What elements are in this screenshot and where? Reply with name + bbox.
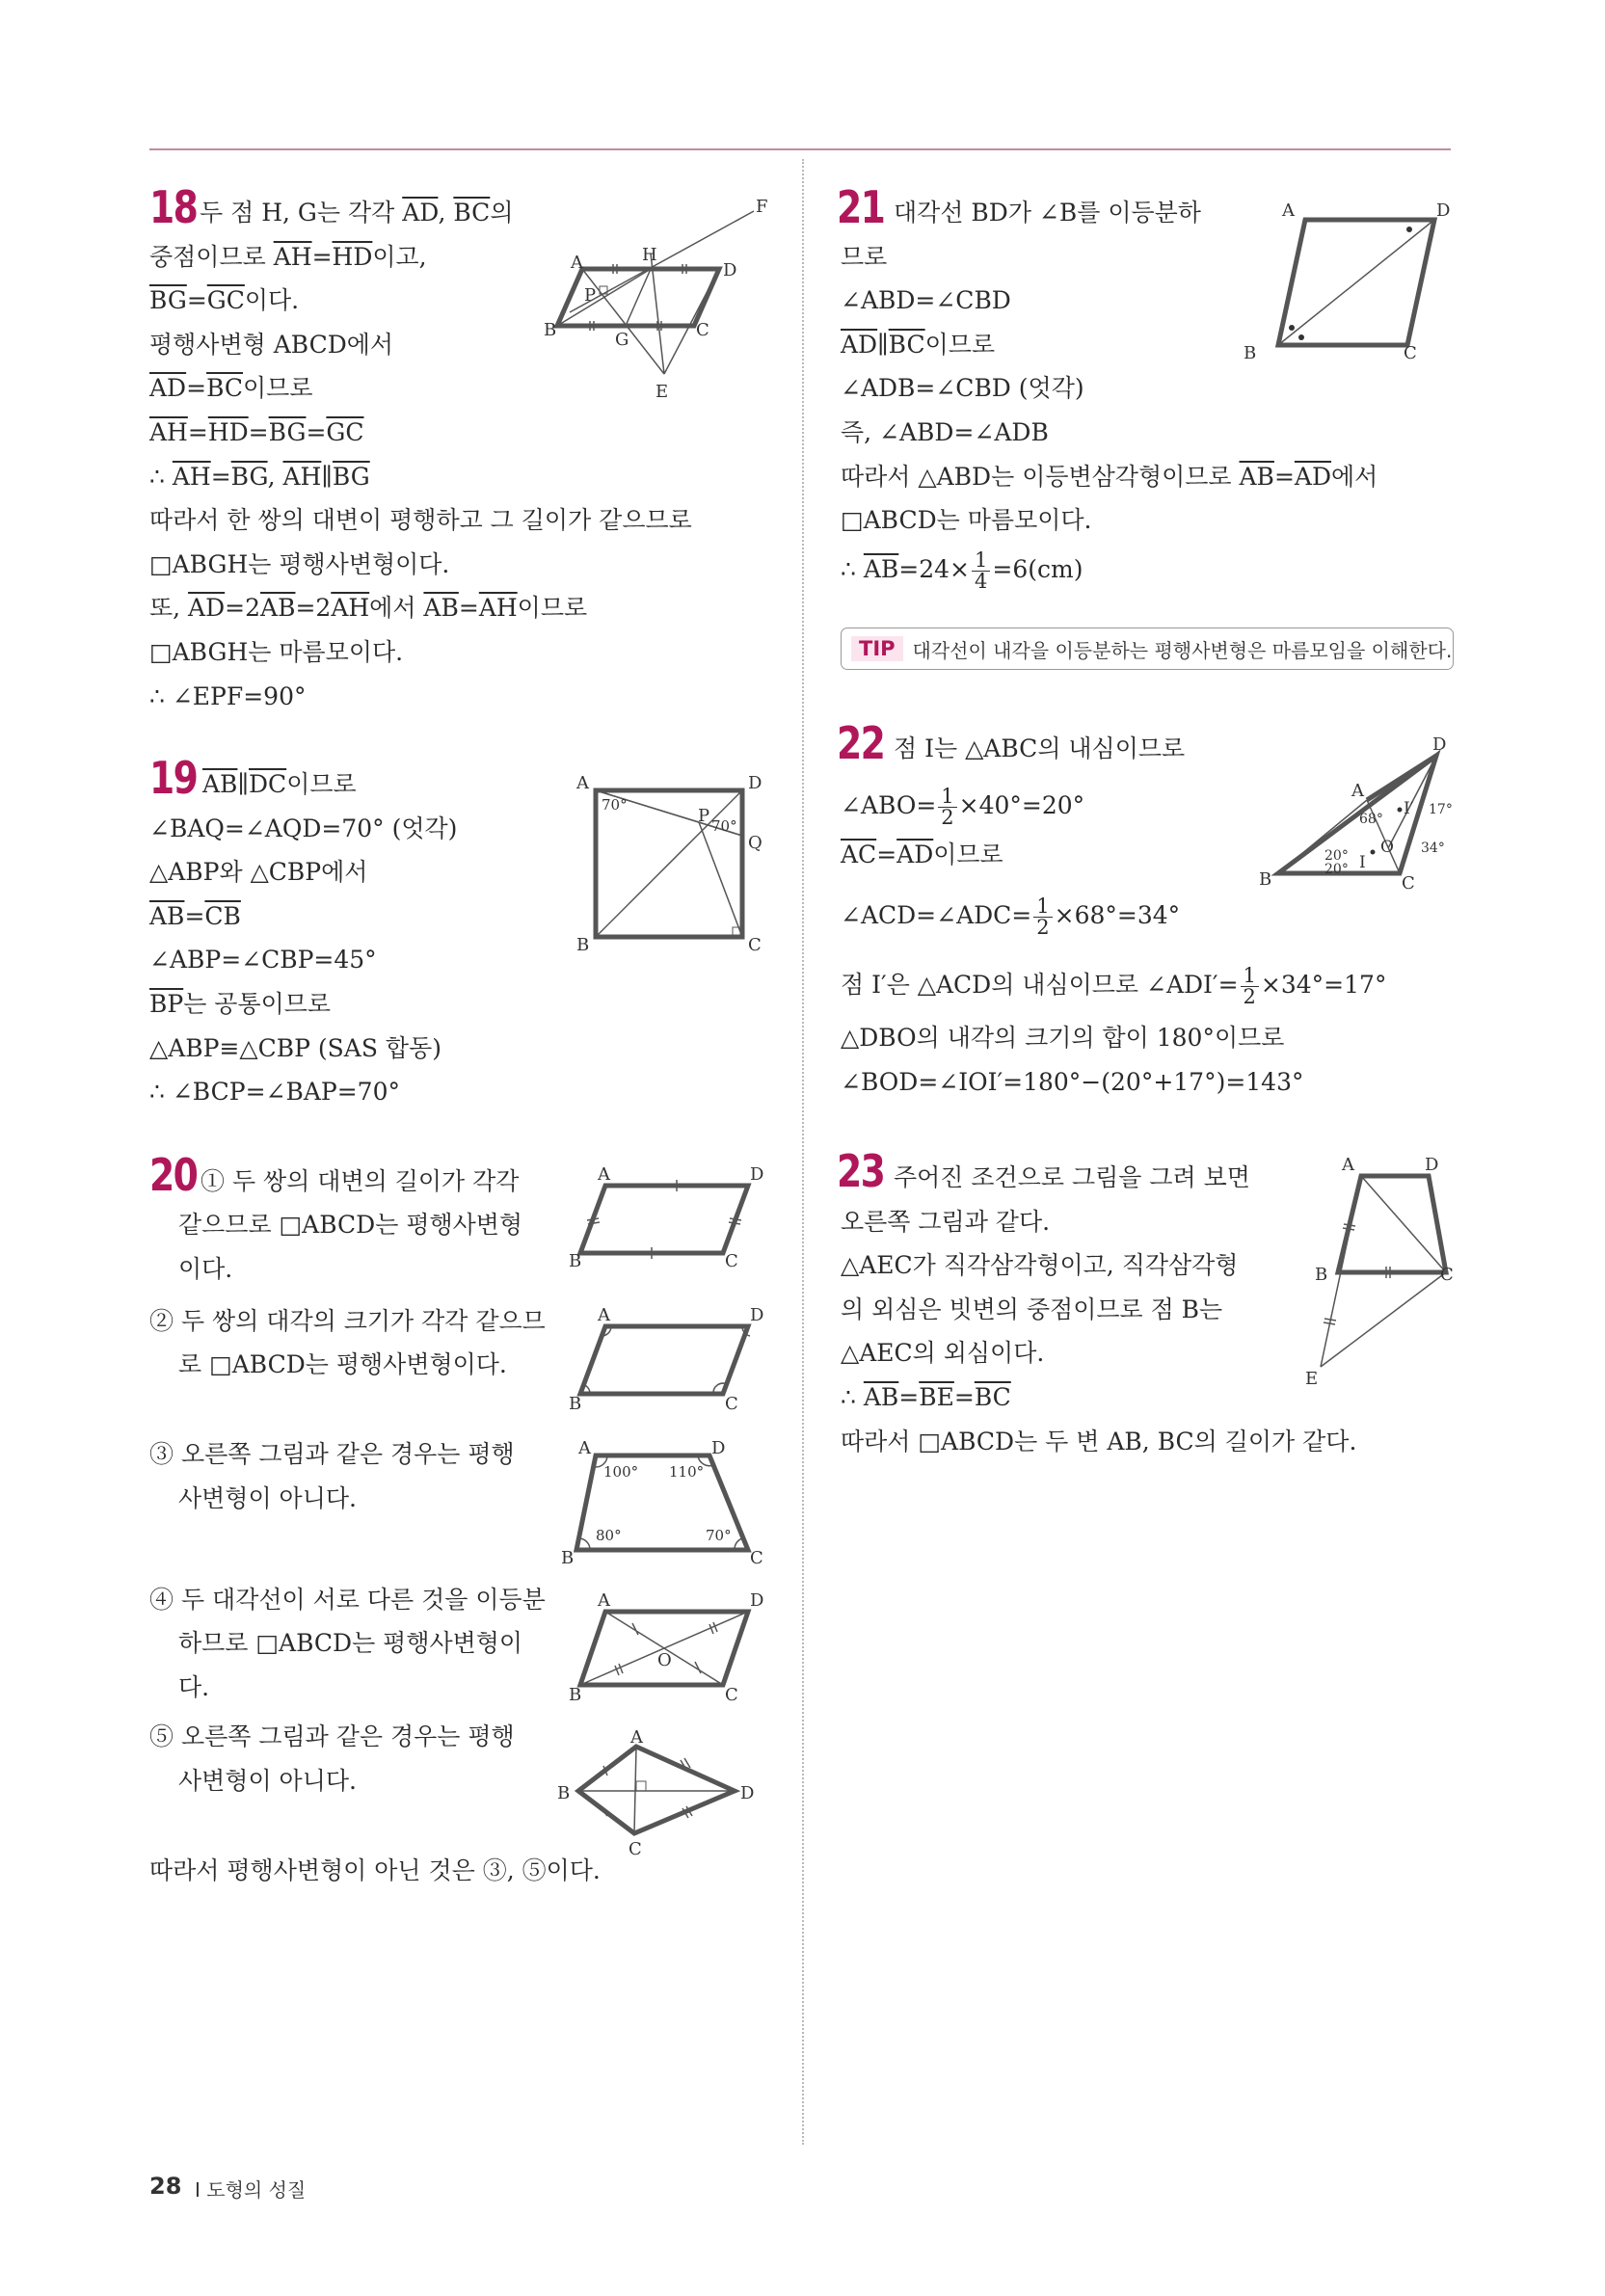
segment-label: $\overline{AB}$ bbox=[149, 901, 185, 930]
fig20d-label-D: D bbox=[750, 1590, 764, 1611]
text-run: =6(cm) bbox=[992, 554, 1083, 583]
segment-label: $\overline{AH}$ bbox=[273, 242, 312, 271]
text-run: △AEC가 직각삼각형이고, 직각삼각형 bbox=[841, 1251, 1239, 1280]
fig19-label-B: B bbox=[576, 935, 590, 954]
fig20e-label-A: A bbox=[630, 1727, 643, 1748]
text-run: 또, bbox=[149, 594, 189, 623]
p20-line bbox=[178, 1255, 232, 1284]
p20-line bbox=[178, 1484, 357, 1513]
fig22-label-I2: I′ bbox=[1404, 799, 1414, 818]
text-run: 다. bbox=[178, 1673, 210, 1701]
fig20a-label-C: C bbox=[725, 1251, 738, 1270]
p19-line bbox=[149, 858, 367, 887]
page-number: 28 bbox=[149, 2173, 182, 2200]
fig20a-label-A: A bbox=[598, 1164, 610, 1185]
fig20e-label-D: D bbox=[740, 1783, 755, 1803]
fig18-label-B: B bbox=[544, 320, 557, 340]
p20-line bbox=[149, 1722, 515, 1751]
fig18-label-A: A bbox=[571, 253, 583, 273]
segment-label: $\overline{GC}$ bbox=[206, 286, 245, 315]
fig18-label-D: D bbox=[723, 260, 737, 280]
fig21-label-B: B bbox=[1244, 343, 1257, 363]
p18-line bbox=[149, 418, 364, 447]
p21-line bbox=[894, 199, 1201, 227]
fig20b-label-D: D bbox=[750, 1305, 764, 1325]
fig22-label-C: C bbox=[1402, 873, 1415, 894]
text-run: ∴ ∠EPF=90° bbox=[149, 681, 307, 710]
fig20c-label-B: B bbox=[561, 1548, 575, 1567]
text-run: ×34°=17° bbox=[1260, 971, 1387, 999]
fraction bbox=[938, 787, 956, 828]
text-run: 대각선 BD가 ∠B를 이등분하 bbox=[894, 199, 1201, 227]
fig20a-label-D: D bbox=[750, 1164, 764, 1185]
fig23-label-D: D bbox=[1425, 1155, 1439, 1175]
segment-label: $\overline{AB}$ bbox=[1239, 462, 1274, 491]
p21-line bbox=[841, 374, 1084, 403]
problem-23-number: 23 bbox=[837, 1145, 885, 1197]
text-run: ∴ bbox=[841, 554, 864, 583]
text-run: = bbox=[186, 286, 207, 315]
segment-label: $\overline{AD}$ bbox=[1294, 462, 1331, 491]
fig21-label-C: C bbox=[1404, 343, 1417, 363]
segment-label: $\overline{AD}$ bbox=[896, 841, 934, 868]
segment-label: $\overline{BG}$ bbox=[149, 286, 187, 315]
fig20a-label-B: B bbox=[569, 1251, 582, 1270]
text-run: =2 bbox=[225, 594, 261, 623]
p20-line bbox=[178, 1629, 522, 1658]
problem-19-figure bbox=[573, 771, 775, 954]
p18-line bbox=[149, 243, 427, 272]
fig18-label-C: C bbox=[696, 320, 709, 340]
segment-label: $\overline{AH}$ bbox=[172, 462, 211, 491]
segment-label: $\overline{DC}$ bbox=[249, 770, 287, 798]
text-run: , bbox=[438, 199, 454, 227]
p19-line bbox=[149, 814, 457, 843]
p18-line bbox=[149, 682, 306, 711]
text-run: = bbox=[248, 418, 269, 446]
text-run: = bbox=[898, 1383, 920, 1411]
text-run: 하므로 □ABCD는 평행사변형이 bbox=[178, 1629, 523, 1657]
segment-label: $\overline{AD}$ bbox=[188, 594, 226, 623]
text-run: 이고, bbox=[372, 242, 427, 271]
segment-label: $\overline{HD}$ bbox=[332, 242, 373, 271]
text-run: ×68°=34° bbox=[1054, 901, 1181, 929]
text-run: ② 두 쌍의 대각의 크기가 각각 같으므 bbox=[149, 1307, 546, 1335]
text-run: =2 bbox=[295, 594, 332, 623]
fig18-label-F: F bbox=[756, 197, 768, 217]
fig19-label-A: A bbox=[576, 773, 589, 793]
text-run: 점 I′은 △ACD의 내심이므로 ∠ADI′= bbox=[841, 971, 1239, 999]
p20-line bbox=[178, 1673, 209, 1702]
problem-20-figure-4 bbox=[569, 1589, 771, 1704]
p19-line bbox=[202, 770, 357, 799]
text-run: 즉, ∠ABD=∠ADB bbox=[841, 418, 1049, 446]
text-run: 이므로 bbox=[517, 594, 588, 623]
p23-line bbox=[841, 1339, 1044, 1368]
text-run: ∴ ∠BCP=∠BAP=70° bbox=[149, 1078, 400, 1107]
text-run: 중점이므로 bbox=[149, 242, 274, 271]
p22-line bbox=[841, 1068, 1304, 1097]
text-run: ×40°=20° bbox=[958, 791, 1085, 819]
text-run: 이므로 bbox=[924, 330, 996, 359]
text-run: □ABGH는 평행사변형이다. bbox=[149, 549, 450, 578]
text-run: ④ 두 대각선이 서로 다른 것을 이등분 bbox=[149, 1586, 546, 1614]
text-run: ∠BAQ=∠AQD=70° (엇각) bbox=[149, 814, 458, 842]
segment-label: $\overline{BC}$ bbox=[453, 199, 491, 227]
fig22-label-O: O bbox=[1380, 838, 1394, 857]
fig21-label-A: A bbox=[1282, 200, 1295, 221]
text-run: ∠BOD=∠IOI′=180°−(20°+17°)=143° bbox=[841, 1068, 1304, 1096]
fig20c-angle-110: 110° bbox=[669, 1463, 705, 1481]
p19-line bbox=[149, 946, 377, 974]
p20-line bbox=[149, 1586, 546, 1615]
fig22-label-B: B bbox=[1259, 869, 1272, 890]
text-run: 평행사변형 ABCD에서 bbox=[149, 330, 394, 359]
p21-line bbox=[841, 506, 1091, 535]
p22-line bbox=[841, 896, 1180, 938]
problem-19-number: 19 bbox=[149, 752, 198, 804]
fig22-angle-20b: 20° bbox=[1324, 862, 1349, 877]
fig22-label-A: A bbox=[1351, 781, 1364, 801]
fraction-numerator: 1 bbox=[1241, 966, 1259, 987]
fig18-label-P: P bbox=[584, 285, 597, 306]
p19-line bbox=[149, 1078, 400, 1107]
fig20d-label-O: O bbox=[657, 1650, 672, 1670]
fig20e-label-C: C bbox=[629, 1839, 642, 1859]
fig22-label-D: D bbox=[1432, 734, 1447, 755]
text-run: = bbox=[876, 841, 897, 868]
segment-label: $\overline{BC}$ bbox=[206, 374, 244, 403]
p21-line bbox=[841, 547, 1083, 593]
fig20c-label-A: A bbox=[578, 1438, 591, 1458]
text-run: 따라서 한 쌍의 대변이 평행하고 그 길이가 같으므로 bbox=[149, 506, 692, 535]
p20-line bbox=[178, 1211, 522, 1240]
fig21-label-D: D bbox=[1436, 200, 1451, 221]
text-run: 오른쪽 그림과 같다. bbox=[841, 1207, 1051, 1236]
text-run: ① 두 쌍의 대변의 길이가 각각 bbox=[201, 1167, 520, 1195]
fig18-label-H: H bbox=[642, 245, 657, 265]
text-run: = bbox=[184, 901, 205, 930]
fig22-angle-17: 17° bbox=[1429, 802, 1453, 817]
fig19-label-D: D bbox=[748, 773, 762, 793]
problem-22-figure bbox=[1253, 733, 1467, 902]
fraction-denominator: 2 bbox=[941, 806, 954, 829]
p18-line bbox=[149, 550, 449, 579]
p18-line bbox=[149, 331, 393, 360]
fig22-angle-34: 34° bbox=[1421, 841, 1445, 856]
p23-line bbox=[841, 1295, 1222, 1324]
p19-line bbox=[149, 990, 331, 1019]
p18-line bbox=[200, 199, 513, 227]
segment-label: $\overline{AB}$ bbox=[863, 1383, 899, 1411]
text-run: 사변형이 아니다. bbox=[178, 1484, 357, 1512]
p23-line bbox=[894, 1163, 1250, 1192]
text-run: 이다. bbox=[178, 1255, 233, 1283]
fraction-numerator: 1 bbox=[938, 787, 956, 808]
p18-line bbox=[149, 463, 370, 492]
segment-label: $\overline{AD}$ bbox=[841, 330, 878, 359]
problem-21-number: 21 bbox=[837, 181, 885, 233]
problem-20-number: 20 bbox=[149, 1149, 198, 1201]
p18-line bbox=[149, 638, 403, 667]
segment-label: $\overline{AH}$ bbox=[478, 594, 518, 623]
fraction-numerator: 1 bbox=[972, 550, 990, 572]
fraction-denominator: 2 bbox=[1036, 916, 1050, 939]
fig20c-angle-80: 80° bbox=[596, 1527, 622, 1544]
segment-label: $\overline{AB}$ bbox=[863, 554, 899, 583]
text-run: ∠ABO= bbox=[841, 791, 937, 819]
segment-label: $\overline{CB}$ bbox=[204, 901, 241, 930]
problem-20-figure-3 bbox=[561, 1432, 773, 1567]
p20-line bbox=[178, 1767, 357, 1796]
p23-line bbox=[841, 1251, 1238, 1280]
text-run: 에서 bbox=[369, 594, 424, 623]
fig18-label-E: E bbox=[655, 382, 669, 402]
segment-label: $\overline{BC}$ bbox=[888, 330, 925, 359]
fig20c-label-C: C bbox=[750, 1548, 763, 1567]
segment-label: $\overline{HD}$ bbox=[207, 418, 249, 446]
p18-line bbox=[149, 374, 312, 403]
segment-label: $\overline{BG}$ bbox=[230, 462, 268, 491]
fig19-label-C: C bbox=[748, 935, 762, 954]
fraction-denominator: 4 bbox=[975, 569, 988, 593]
fig22-angle-68: 68° bbox=[1359, 812, 1383, 827]
text-run: 사변형이 아니다. bbox=[178, 1767, 357, 1795]
top-rule bbox=[149, 148, 1451, 150]
p22-line bbox=[894, 734, 1185, 763]
text-run: ∠ACD=∠ADC= bbox=[841, 901, 1032, 929]
text-run: = bbox=[458, 594, 479, 623]
text-run: = bbox=[187, 418, 208, 446]
problem-20-figure-5 bbox=[553, 1725, 775, 1862]
fig19-label-P: P bbox=[698, 806, 710, 826]
problem-18-number: 18 bbox=[149, 181, 198, 233]
text-run: =24× bbox=[898, 554, 971, 583]
segment-label: $\overline{AD}$ bbox=[149, 374, 187, 403]
p18-line bbox=[149, 594, 587, 623]
fraction bbox=[1033, 896, 1052, 938]
fig22-label-I: I bbox=[1359, 853, 1366, 872]
text-run: 의 외심은 빗변의 중점이므로 점 B는 bbox=[841, 1295, 1223, 1323]
text-run: 따라서 □ABCD는 두 변 AB, BC의 길이가 같다. bbox=[841, 1427, 1357, 1455]
fig20b-label-A: A bbox=[598, 1305, 610, 1325]
fig22-angle-20a: 20° bbox=[1324, 848, 1349, 864]
text-run: , bbox=[267, 462, 283, 491]
text-run: ⑤ 오른쪽 그림과 같은 경우는 평행 bbox=[149, 1722, 515, 1750]
text-run: ∥ bbox=[237, 770, 249, 798]
p23-line bbox=[841, 1383, 1011, 1412]
segment-label: $\overline{AB}$ bbox=[202, 770, 238, 798]
segment-label: $\overline{GC}$ bbox=[326, 418, 364, 446]
p20-line bbox=[149, 1440, 515, 1469]
text-run: 따라서 △ABD는 이등변삼각형이므로 bbox=[841, 462, 1240, 491]
segment-label: $\overline{BE}$ bbox=[919, 1383, 954, 1411]
tip-box bbox=[841, 627, 1454, 670]
text-run: 이므로 bbox=[243, 374, 313, 403]
p23-line bbox=[841, 1208, 1050, 1237]
text-run: 의 bbox=[490, 199, 514, 227]
segment-label: $\overline{BG}$ bbox=[332, 462, 370, 491]
text-run: ∴ bbox=[149, 462, 173, 491]
problem-18-figure bbox=[536, 193, 771, 414]
fig20b-label-C: C bbox=[725, 1394, 738, 1414]
fig19-angle-2: 70° bbox=[711, 817, 737, 835]
text-run: △DBO의 내각의 크기의 합이 180°이므로 bbox=[841, 1024, 1285, 1052]
text-run: ∠ABP=∠CBP=45° bbox=[149, 946, 377, 974]
fig18-label-G: G bbox=[615, 330, 629, 350]
p22-line bbox=[841, 1024, 1284, 1053]
fraction bbox=[1241, 966, 1259, 1007]
text-run: = bbox=[311, 242, 333, 271]
text-run: ∥ bbox=[877, 330, 889, 359]
fig20c-angle-100: 100° bbox=[603, 1463, 639, 1481]
text-run: 주어진 조건으로 그림을 그려 보면 bbox=[894, 1163, 1250, 1191]
p21-line bbox=[841, 331, 995, 360]
text-run: ∠ADB=∠CBD (엇각) bbox=[841, 374, 1084, 403]
p21-line bbox=[841, 418, 1049, 447]
text-run: 두 점 H, G는 각각 bbox=[200, 199, 403, 227]
text-run: 이다. bbox=[244, 286, 300, 315]
p21-line bbox=[841, 463, 1378, 492]
segment-label: $\overline{AH}$ bbox=[331, 594, 370, 623]
fig20d-label-B: B bbox=[569, 1685, 582, 1704]
fig23-label-E: E bbox=[1305, 1369, 1319, 1389]
problem-22-number: 22 bbox=[837, 717, 885, 769]
problem-23-figure bbox=[1303, 1153, 1458, 1394]
text-run: 이므로 bbox=[286, 770, 357, 798]
fig20b-label-B: B bbox=[569, 1394, 582, 1414]
text-run: = bbox=[1273, 462, 1295, 491]
text-run: ∠ABD=∠CBD bbox=[841, 286, 1011, 315]
text-run: = bbox=[210, 462, 231, 491]
problem-20-figure-2 bbox=[569, 1303, 771, 1414]
fig20e-label-B: B bbox=[557, 1783, 571, 1803]
p22-line bbox=[841, 787, 1084, 828]
p18-line bbox=[149, 506, 692, 535]
text-run: □ABGH는 마름모이다. bbox=[149, 638, 404, 666]
text-run: = bbox=[953, 1383, 975, 1411]
fig23-label-C: C bbox=[1440, 1265, 1454, 1285]
p19-line bbox=[149, 1034, 441, 1063]
text-run: 같으므로 □ABCD는 평행사변형 bbox=[178, 1211, 523, 1239]
text-run: 이므로 bbox=[933, 841, 1003, 868]
p21-line bbox=[841, 286, 1011, 315]
problem-20-figure-1 bbox=[569, 1164, 771, 1270]
p19-line bbox=[149, 902, 241, 931]
fig20d-label-C: C bbox=[725, 1685, 738, 1704]
p20-line bbox=[149, 1307, 546, 1336]
text-run: △ABP와 △CBP에서 bbox=[149, 858, 368, 887]
segment-label: $\overline{BG}$ bbox=[268, 418, 307, 446]
text-run: □ABCD는 마름모이다. bbox=[841, 506, 1092, 535]
segment-label: $\overline{BC}$ bbox=[974, 1383, 1011, 1411]
text-run: ∴ bbox=[841, 1383, 864, 1411]
segment-label: $\overline{AC}$ bbox=[841, 841, 877, 868]
segment-label: $\overline{AB}$ bbox=[423, 594, 459, 623]
text-run: 에서 bbox=[1331, 462, 1378, 491]
text-run: ∥ bbox=[321, 462, 333, 491]
fig20c-label-D: D bbox=[711, 1438, 726, 1458]
text-run: 는 공통이므로 bbox=[183, 990, 332, 1018]
fig23-label-A: A bbox=[1342, 1155, 1354, 1175]
text-run: ③ 오른쪽 그림과 같은 경우는 평행 bbox=[149, 1440, 515, 1468]
section-title: Ⅰ 도형의 성질 bbox=[195, 2178, 307, 2202]
column-divider bbox=[802, 159, 804, 2145]
text-run: 므로 bbox=[841, 242, 888, 271]
problem-21-figure bbox=[1244, 193, 1458, 366]
text-run: △ABP≡△CBP (SAS 합동) bbox=[149, 1033, 441, 1062]
p21-line bbox=[841, 243, 887, 272]
p22-line bbox=[841, 841, 1003, 869]
p23-line bbox=[841, 1428, 1356, 1456]
tip-text: 대각선이 내각을 이등분하는 평행사변형은 마름모임을 이해한다. bbox=[912, 638, 1453, 662]
fraction-denominator: 2 bbox=[1243, 985, 1256, 1008]
text-run: △AEC의 외심이다. bbox=[841, 1339, 1045, 1368]
fig23-label-B: B bbox=[1315, 1265, 1328, 1285]
p20-line bbox=[149, 1856, 601, 1885]
fig19-angle-1: 70° bbox=[602, 796, 628, 814]
p22-line bbox=[841, 966, 1386, 1007]
fraction bbox=[972, 547, 990, 593]
segment-label: $\overline{AD}$ bbox=[402, 199, 439, 227]
segment-label: $\overline{BP}$ bbox=[149, 990, 184, 1018]
fig20c-angle-70: 70° bbox=[706, 1527, 732, 1544]
fraction-numerator: 1 bbox=[1033, 896, 1052, 918]
text-run: = bbox=[186, 374, 207, 403]
p18-line bbox=[149, 286, 299, 315]
tip-badge: TIP bbox=[851, 636, 903, 661]
text-run: = bbox=[306, 418, 327, 446]
p20-line bbox=[201, 1167, 519, 1196]
p20-line bbox=[178, 1350, 507, 1379]
text-run: 점 I는 △ABC의 내심이므로 bbox=[894, 734, 1186, 762]
text-run: 로 □ABCD는 평행사변형이다. bbox=[178, 1350, 507, 1378]
segment-label: $\overline{AH}$ bbox=[282, 462, 322, 491]
text-run: 따라서 평행사변형이 아닌 것은 ③, ⑤이다. bbox=[149, 1856, 601, 1884]
segment-label: $\overline{AB}$ bbox=[260, 594, 296, 623]
fig20d-label-A: A bbox=[598, 1590, 610, 1611]
fig19-label-Q: Q bbox=[748, 833, 762, 853]
segment-label: $\overline{AH}$ bbox=[149, 418, 188, 446]
